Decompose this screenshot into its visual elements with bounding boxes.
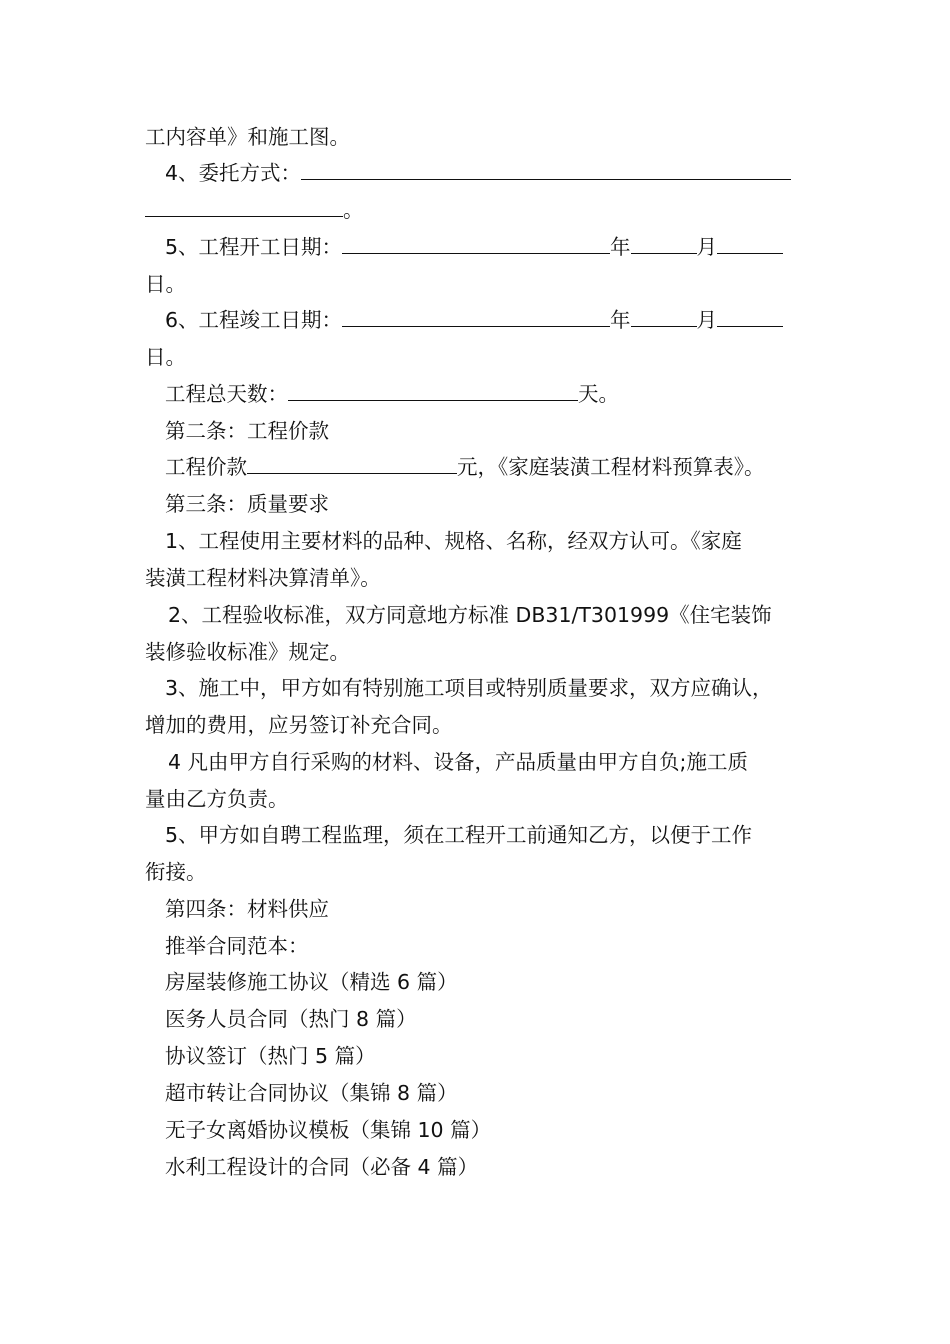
- line-text: 1、工程使用主要材料的品种、规格、名称，经双方认可。《家庭: [165, 529, 742, 553]
- line-text: 装潢工程材料决算清单》。: [145, 566, 381, 590]
- recommend-link[interactable]: [165, 1116, 491, 1144]
- entrust-method-line-cont: [145, 196, 364, 224]
- fill-blank: [145, 196, 343, 217]
- end-date-line: [165, 306, 783, 334]
- line-text: 日。: [145, 272, 186, 296]
- text-line: [145, 123, 350, 151]
- fill-blank: [342, 306, 610, 327]
- link-text[interactable]: 水利工程设计的合同（必备 4 篇）: [165, 1155, 479, 1179]
- link-text[interactable]: 超市转让合同协议（集锦 8 篇）: [165, 1081, 458, 1105]
- link-text[interactable]: 房屋装修施工协议（精选 6 篇）: [165, 970, 458, 994]
- line-text: 。: [343, 198, 364, 222]
- fill-blank: [301, 159, 791, 180]
- total-days-line: [165, 380, 619, 408]
- text-line: [168, 601, 772, 629]
- line-text: 衔接。: [145, 860, 207, 884]
- price-line: [165, 453, 765, 481]
- line-text: 第三条：质量要求: [165, 492, 329, 516]
- recommend-link[interactable]: [165, 1042, 376, 1070]
- line-text: 增加的费用，应另签订补充合同。: [145, 713, 453, 737]
- line-text: 6、工程竣工日期：: [165, 308, 343, 332]
- fill-blank: [631, 306, 697, 327]
- recommend-link[interactable]: [165, 1005, 417, 1033]
- fill-blank: [342, 233, 610, 254]
- line-text: 推举合同范本：: [165, 934, 309, 958]
- line-text: 装修验收标准》规定。: [145, 640, 350, 664]
- line-text: 工内容单》和施工图。: [145, 125, 350, 149]
- link-text[interactable]: 协议签订（热门 5 篇）: [165, 1044, 376, 1068]
- text-line: [168, 748, 748, 776]
- text-line: [145, 343, 186, 371]
- recommend-heading: [165, 932, 309, 960]
- line-text: 第四条：材料供应: [165, 897, 329, 921]
- line-text: 5、工程开工日期：: [165, 235, 343, 259]
- fill-blank: [631, 233, 697, 254]
- fill-blank: [247, 453, 457, 474]
- text-line: [165, 674, 773, 702]
- line-text: 工程总天数：: [165, 382, 288, 406]
- fill-blank: [717, 306, 783, 327]
- line-text: 年: [610, 235, 631, 259]
- text-line: [145, 270, 186, 298]
- line-text: 4、委托方式：: [165, 161, 302, 185]
- fill-blank: [288, 380, 578, 401]
- text-line: [145, 785, 289, 813]
- line-text: 月: [696, 235, 718, 259]
- line-text: 5、甲方如自聘工程监理，须在工程开工前通知乙方，以便于工作: [165, 823, 753, 847]
- line-text: 日。: [145, 345, 186, 369]
- link-text[interactable]: 医务人员合同（热门 8 篇）: [165, 1007, 417, 1031]
- recommend-link[interactable]: [165, 1153, 478, 1181]
- text-line: [165, 821, 752, 849]
- link-text[interactable]: 无子女离婚协议模板（集锦 10 篇）: [165, 1118, 492, 1142]
- recommend-link[interactable]: [165, 968, 458, 996]
- section-heading: [165, 490, 329, 518]
- line-text: 2、工程验收标准，双方同意地方标准 DB31/T301999《住宅装饰: [168, 603, 772, 627]
- text-line: [145, 711, 453, 739]
- line-text: 天。: [578, 382, 619, 406]
- line-text: 量由乙方负责。: [145, 787, 289, 811]
- start-date-line: [165, 233, 783, 261]
- line-text: 年: [610, 308, 631, 332]
- fill-blank: [717, 233, 783, 254]
- line-text: 4 凡由甲方自行采购的材料、设备，产品质量由甲方自负;施工质: [168, 750, 748, 774]
- text-line: [145, 858, 207, 886]
- recommend-link[interactable]: [165, 1079, 458, 1107]
- line-text: 月: [696, 308, 718, 332]
- section-heading: [165, 895, 329, 923]
- entrust-method-line: [165, 159, 791, 187]
- line-text: 元，《家庭装潢工程材料预算表》。: [457, 455, 765, 479]
- text-line: [145, 564, 381, 592]
- text-line: [145, 638, 350, 666]
- line-text: 第二条：工程价款: [165, 419, 329, 443]
- line-text: 工程价款: [165, 455, 247, 479]
- section-heading: [165, 417, 329, 445]
- text-line: [165, 527, 742, 555]
- line-text: 3、施工中，甲方如有特别施工项目或特别质量要求，双方应确认，: [165, 676, 773, 700]
